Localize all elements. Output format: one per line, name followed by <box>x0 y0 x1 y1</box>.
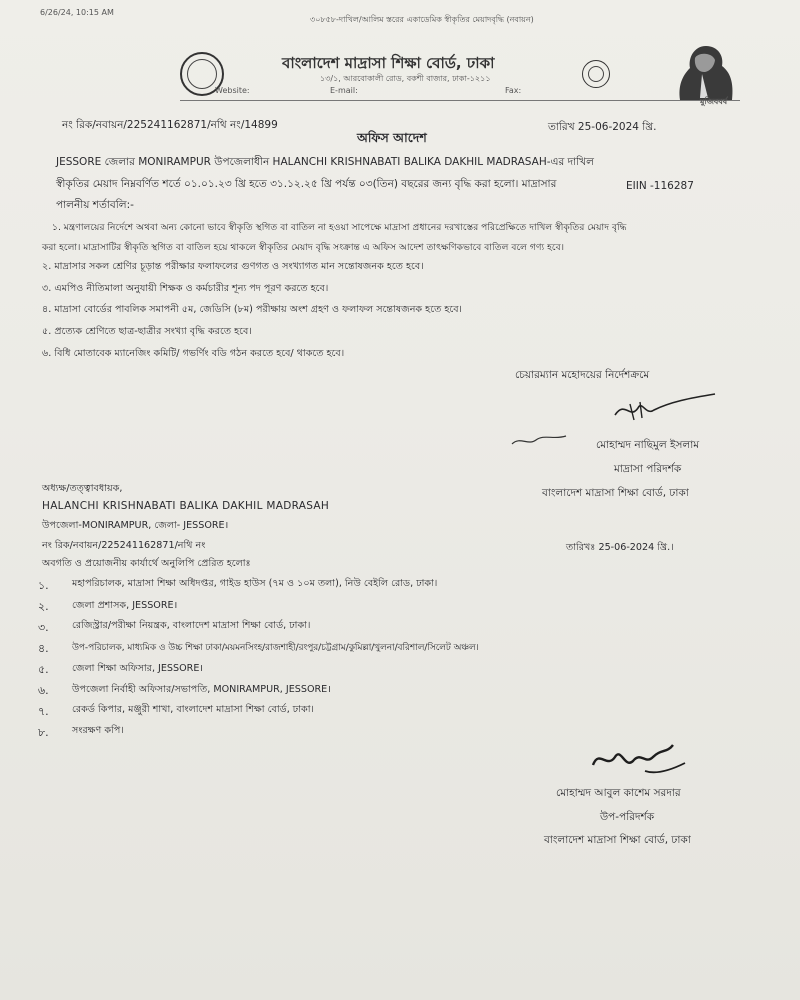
copy-item: মহাপরিচালক, মাদ্রাসা শিক্ষা অধিদপ্তর, গাইড হাউস (৭ম ও ১০ম তলা), নিউ বেইলি রোড, ঢাকা। <box>72 578 438 589</box>
document-title: অফিস আদেশ <box>357 130 427 145</box>
signer-1-org: বাংলাদেশ মাদ্রাসা শিক্ষা বোর্ড, ঢাকা <box>542 487 689 499</box>
body-line-2: স্বীকৃতির মেয়াদ নিম্নবর্ণিত শর্তে ০১.০১.২৩ খ্রি হতে ৩১.১২.২৫ খ্রি পর্যন্ত ০৩(তিন) বছরের জন্য বৃদ্ধি করা হলো। মাদ্রাসার <box>56 178 557 190</box>
memo-number: নং রিক/নবায়ন/225241162871/নথি নং/14899 <box>62 119 278 131</box>
recipient-address: উপজেলা-MONIRAMPUR, জেলা- JESSORE। <box>42 520 229 531</box>
recipient-institution: HALANCHI KRISHNABATI BALIKA DAKHIL MADRASAH <box>42 500 330 512</box>
copy-intro: অবগতি ও প্রয়োজনীয় কার্যার্থে অনুলিপি প্রেরিত হলোঃ <box>42 558 251 569</box>
emblem-icon <box>582 60 610 88</box>
signature-2-icon <box>585 735 695 785</box>
copy-number: ১. <box>38 579 49 592</box>
board-website-label: Website: <box>215 86 250 95</box>
copy-number: ৩. <box>38 621 49 634</box>
copy-number: ৬. <box>38 684 49 697</box>
condition-item: ৪. মাদ্রাসা বোর্ডের পাবলিক সমাপনী ৫ম, জেডিসি (৮ম) পরীক্ষায় অংশ গ্রহণ ও ফলাফল সন্তোষজনক হতে হবে। <box>42 304 462 315</box>
print-header: ৩০৮৫৮-দাখিল/আলিম স্তরের একাডেমিক স্বীকৃতির মেয়াদবৃদ্ধি (নবায়ন) <box>310 15 534 24</box>
recipient-designation: অধ্যক্ষ/তত্ত্বাবধায়ক, <box>42 483 123 494</box>
condition-item: ৬. বিধি মোতাবেক ম্যানেজিং কমিটি/ গভর্ণিং বডি গঠন করতে হবে/ থাকতে হবে। <box>42 348 345 359</box>
condition-item: করা হলো। মাদ্রাসাটির স্বীকৃতি স্থগিত বা বাতিল হয়ে থাকলে স্বীকৃতির মেয়াদ বৃদ্ধি সংক্রান্ত এ অফিস আদেশ তাৎক্ষণিকভাবে বাতিল বলে গণ্য হবে। <box>42 242 565 253</box>
copy-item: রেজিস্ট্রার/পরীক্ষা নিয়ন্ত্রক, বাংলাদেশ মাদ্রাসা শিক্ষা বোর্ড, ঢাকা। <box>72 620 311 631</box>
print-timestamp: 6/26/24, 10:15 AM <box>40 8 114 17</box>
initials-1-icon <box>510 432 570 450</box>
copy-item: উপজেলা নির্বাহী অফিসার/সভাপতি, MONIRAMPUR, JESSORE। <box>72 684 331 695</box>
copy-number: ৭. <box>38 705 49 718</box>
memo-number-2: নং রিক/নবায়ন/225241162871/নথি নং <box>42 540 206 551</box>
board-fax-label: Fax: <box>505 86 522 95</box>
copy-number: ৪. <box>38 642 49 655</box>
condition-item: ৫. প্রত্যেক শ্রেণিতে ছাত্র-ছাত্রীর সংখ্যা বৃদ্ধি করতে হবে। <box>42 326 252 337</box>
copy-number: ২. <box>38 600 49 613</box>
copy-item: রেকর্ড কিপার, মঞ্জুরী শাখা, বাংলাদেশ মাদ্রাসা শিক্ষা বোর্ড, ঢাকা। <box>72 704 314 715</box>
signer-2-title: উপ-পরিদর্শক <box>600 811 655 823</box>
condition-item: ৩. এমপিও নীতিমালা অনুযায়ী শিক্ষক ও কর্মচারীর শূন্য পদ পূরণ করতে হবে। <box>42 283 329 294</box>
copy-item: সংরক্ষণ কপি। <box>72 725 124 736</box>
copy-number: ৮. <box>38 726 49 739</box>
document-date: তারিখ 25-06-2024 খ্রি. <box>548 121 657 133</box>
signer-2-org: বাংলাদেশ মাদ্রাসা শিক্ষা বোর্ড, ঢাকা <box>544 834 691 846</box>
by-order-line: চেয়ারম্যান মহোদয়ের নির্দেশক্রমে <box>515 369 650 381</box>
signer-2-name: মোহাম্মদ আবুল কাশেম সরদার <box>556 787 681 799</box>
board-name: বাংলাদেশ মাদ্রাসা শিক্ষা বোর্ড, ঢাকা <box>282 54 495 72</box>
copy-item: উপ-পরিচালক, মাধ্যমিক ও উচ্চ শিক্ষা ঢাকা/ময়মনসিংহ/রাজশাহী/রংপুর/চট্টগ্রাম/কুমিল্লা/খুলনা/বরিশাল/সিলেট অঞ্চল। <box>72 643 479 653</box>
body-line-1: JESSORE জেলার MONIRAMPUR উপজেলাধীন HALANCHI KRISHNABATI BALIKA DAKHIL MADRASAH-এর দাখিল <box>56 156 594 168</box>
copy-item: জেলা শিক্ষা অফিসার, JESSORE। <box>72 663 204 674</box>
signature-1-icon <box>610 390 720 430</box>
eiin-number: EIIN -116287 <box>626 180 694 192</box>
conditions-heading: পালনীয় শর্তাবলি:- <box>56 199 134 211</box>
signer-1-name: মোহাম্মদ নাছিমুল ইসলাম <box>596 439 700 451</box>
signer-1-title: মাদ্রাসা পরিদর্শক <box>614 463 682 475</box>
copy-item: জেলা প্রশাসক, JESSORE। <box>72 600 178 611</box>
document-date-2: তারিখঃ 25-06-2024 খ্রি.। <box>566 542 674 553</box>
board-address: ১৩/১, আরবোকালী রোড, বকশী বাজার, ঢাকা-১২১১ <box>320 74 491 83</box>
condition-item: ১. মন্ত্রণালয়ের নির্দেশে অথবা অন্য কোনো ভাবে স্বীকৃতি স্থগিত বা বাতিল না হওয়া সাপেক্ষে মাদ্রাসা প্রধানের দরখাস্তের পরিপ্রেক্ষিতে দাখিল স্বীকৃতির মেয়াদ বৃদ্ধি <box>52 222 627 233</box>
copy-number: ৫. <box>38 663 49 676</box>
condition-item: ২. মাদ্রাসার সকল শ্রেণির চূড়ান্ত পরীক্ষার ফলাফলের গুণগত ও সংখ্যাগত মান সন্তোষজনক হতে হবে। <box>42 261 424 272</box>
board-email-label: E-mail: <box>330 86 358 95</box>
portrait-icon <box>640 38 755 108</box>
portrait-caption: মুজিববর্ষ <box>700 97 728 106</box>
